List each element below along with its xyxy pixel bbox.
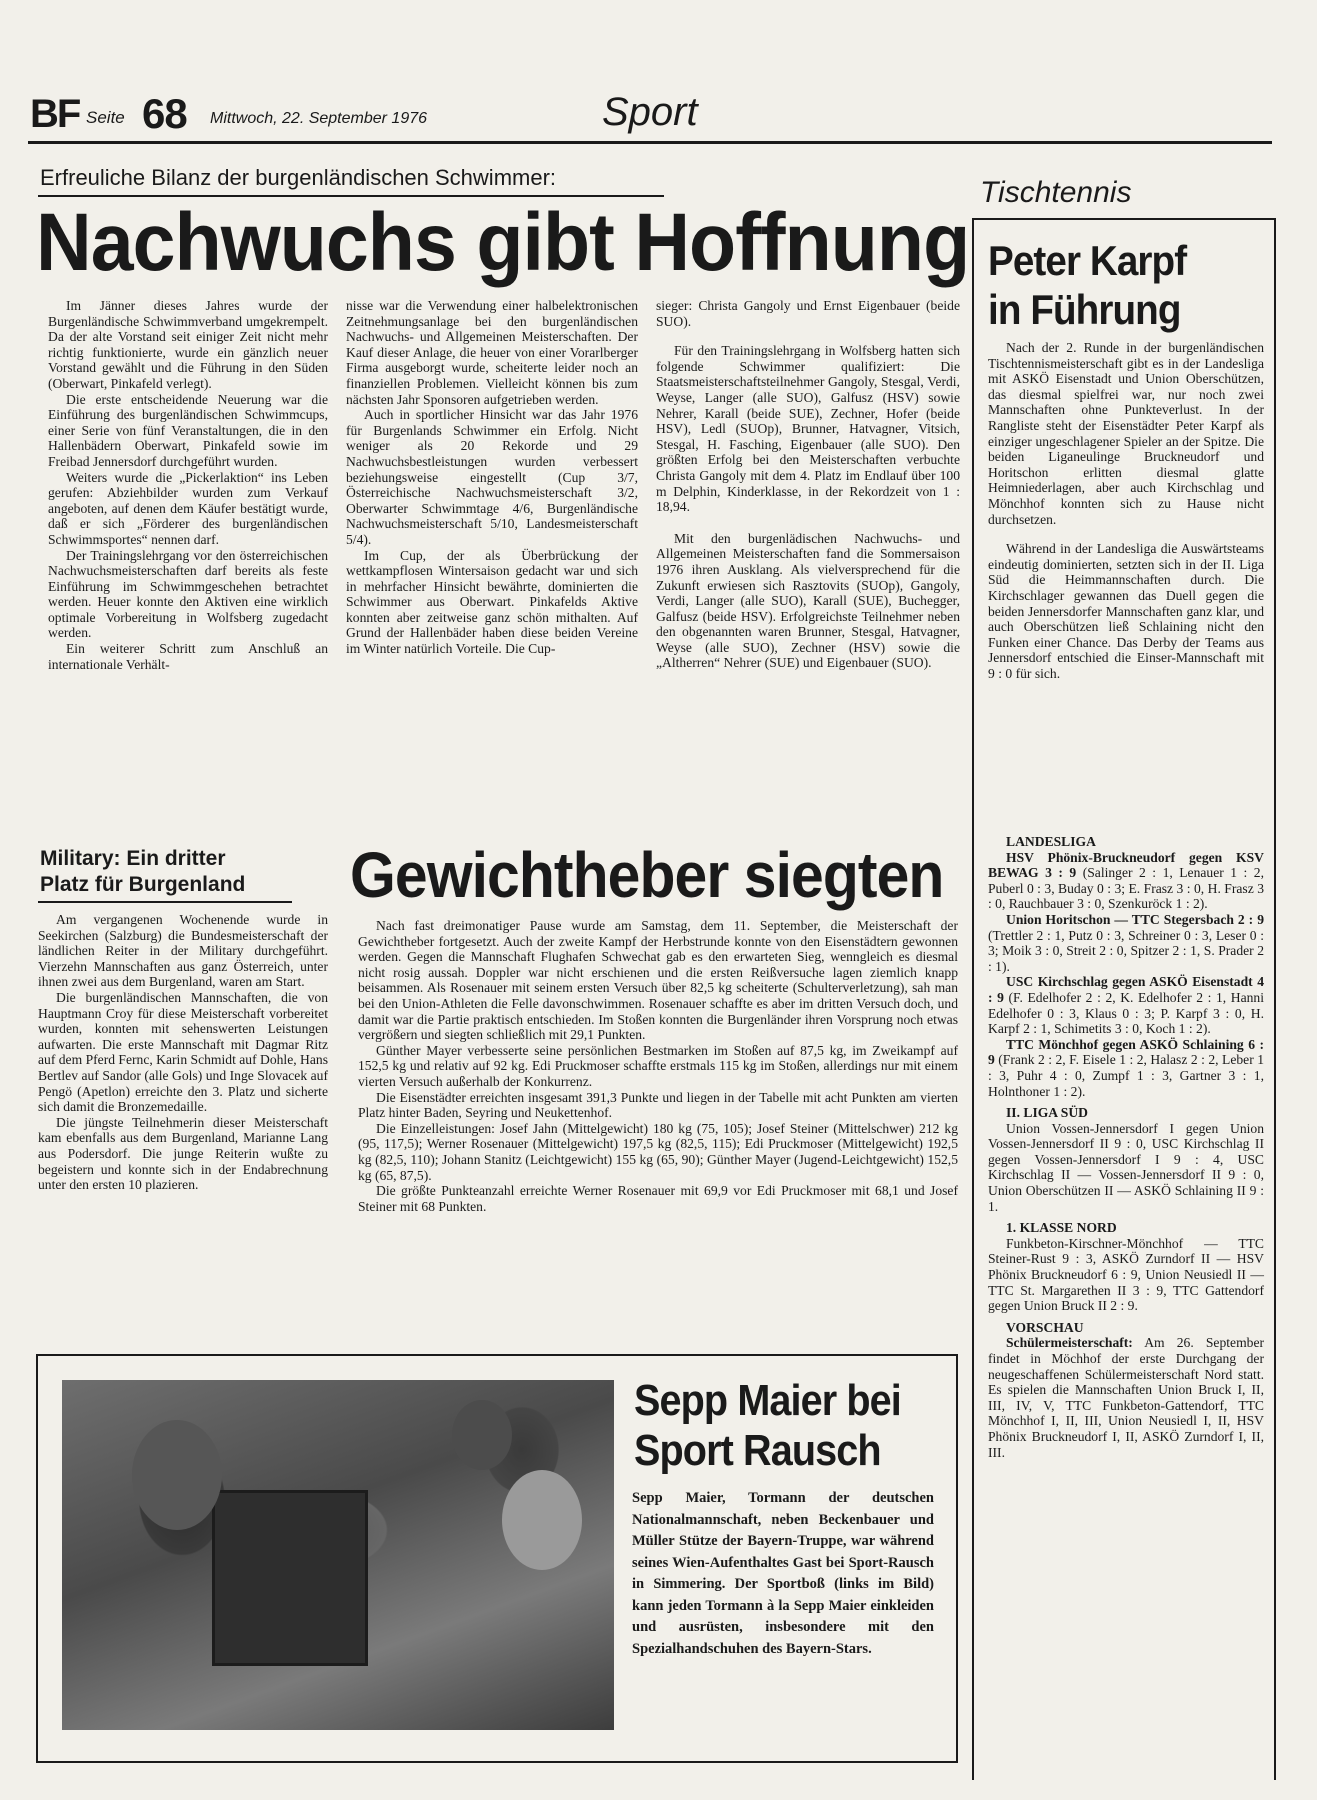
vorschau-text	[988, 1335, 1264, 1460]
main-paragraph: Ein weiterer Schritt zum Anschluß an internationale Verhält-	[48, 641, 328, 672]
liga2-title: II. LIGA SÜD	[1006, 1105, 1088, 1121]
military-headline-line-1: Military: Ein dritter	[40, 847, 226, 870]
weightlifting-body	[358, 918, 958, 1214]
vorschau-lead: Schülermeisterschaft:	[1006, 1335, 1133, 1351]
logo: BF	[30, 92, 80, 136]
weightlifting-paragraph: Die größte Punkteanzahl erreichte Werner Rosenauer mit 69,9 vor Edi Pruckmoser mit 68,1 und Josef Steiner mit 68 Punkten.	[358, 1183, 958, 1214]
page-label: Seite	[86, 108, 125, 127]
military-underline	[38, 901, 292, 903]
main-paragraph: sieger: Christa Gangoly und Ernst Eigenbauer (beide SUO).	[656, 298, 960, 329]
main-paragraph: Weiters wurde die „Pickerlaktion“ ins Leben gerufen: Abziehbilder wurden zum Verkauf angeboten, auf denen dem Käufer bestätigt wurde, daß er sich „Förderer des burgenländischen Schwimmsportes“ nennen darf.	[48, 469, 328, 547]
result-match: TTC Mönchhof gegen ASKÖ Schlaining 6 : 9	[988, 1036, 1264, 1068]
section-title: Sport	[602, 90, 698, 134]
landesliga-title: LANDESLIGA	[1006, 834, 1096, 849]
masthead-rule	[28, 141, 1272, 144]
sepp-maier-headline	[634, 1376, 901, 1476]
tischtennis-paragraph: Während in der Landesliga die Auswärtsteams eindeutig dominierten, setzten sich in der II. Liga Süd die Heimmannschaften durch. Die Kirchschlager gewannen das Duell gegen die beiden Jennersdorfer Mannschaften ganz klar, und auch Oberschützen ließ Schlaining nicht den Funken einer Chance. Das Derby der Teams aus Jennersdorf entschied die Einser-Mannschaft mit 9 : 0 für sich.	[988, 541, 1264, 681]
main-col-2	[346, 298, 638, 657]
vorschau-detail: Am 26. September findet in Möchhof der erste Durchgang der neugeschaffenen Schülermeisterschaft Nord statt. Es spielen die Mannschaften Union Bruck I, II, III, IV, V, TTC Funkbeton-Gattendorf, TTC Mönchhof I, II, III, Union Neusiedl I, II, HSV Phönix Bruckneudorf I, II, ASKÖ Zurndorf I, II, III.	[988, 1335, 1265, 1460]
main-col-1	[48, 298, 328, 672]
tischtennis-headline	[988, 236, 1186, 334]
liga2-results: Union Vossen-Jennersdorf I gegen Union Vossen-Jennersdorf II 9 : 0, USC Kirchschlag II gegen Vossen-Jennersdorf I 9 : 4, USC Kirchschlag II — Vossen-Jennersdorf II 9 : 0, Union Oberschützen II — ASKÖ Schlaining II 9 : 1.	[988, 1120, 1264, 1214]
kicker: Erfreuliche Bilanz der burgenländischen Schwimmer:	[40, 165, 557, 190]
result-item	[988, 1037, 1264, 1099]
result-detail: (F. Edelhofer 2 : 2, K. Edelhofer 2 : 1, Hanni Edelhofer 0 : 3, Klaus 0 : 3; P. Karpf 3 : 0, H. Karpf 2 : 1, Schimetits 3 : 0, Koch 1 : 2).	[988, 989, 1264, 1037]
military-paragraph: Die jüngste Teilnehmerin dieser Meisterschaft kam ebenfalls aus dem Burgenland, Marianne Lang aus Podersdorf. Die junge Reiterin wußte zu begeistern und konnte sich in der Endabrechnung unter den ersten 10 plazieren.	[38, 1114, 328, 1193]
issue-date: Mittwoch, 22. September 1976	[210, 110, 428, 127]
tischtennis-headline-line-1: Peter Karpf	[988, 237, 1187, 284]
main-paragraph: Für den Trainingslehrgang in Wolfsberg hatten sich folgende Schwimmer qualifiziert: Die Staatsmeisterschaftsteilnehmer Gangoly, Stesgal, Verdi, Weyse, Langer (alle SUO), Galfusz (HSV) sowie Nehrer, Karall (beide SUE), Zechner, Hofer (beide HSV), Ledl (SUOp), Brunner, Hatvagner, Vitsich, Stesgal, H. Fasching, Eigenbauer (alle SUO). Den größten Erfolg bei den Meisterschaften verbuchte Christa Gangoly mit dem 4. Platz im Endlauf über 100 m Delphin, Kinderklasse, in der Rekordzeit von 1 : 18,94.	[656, 343, 960, 515]
main-col-3	[656, 298, 960, 671]
main-paragraph: Im Cup, der als Überbrückung der wettkampflosen Wintersaison gedacht war und sich in mehrfacher Hinsicht bewährte, dominierten die Schwimmer aus Oberwart. Pinkafelds Aktive konnten aber zeitweise ganz schön mithalten. Auf Grund der Hallenbäder haben diese beiden Vereine im Winter natürlich Vorteile. Die Cup-	[346, 547, 638, 657]
main-paragraph: Auch in sportlicher Hinsicht war das Jahr 1976 für Burgenlands Schwimmer ein Erfolg. Nicht weniger als 20 Rekorde und 29 Nachwuchsbestleistungen wurden verbessert beziehungsweise eingestellt (Cup 3/7, Österreichische Nachwuchsmeisterschaft 3/2, Oberwarter Schwimmtage 4/6, Burgenländische Nachwuchsmeisterschaft 5/10, Landesmeisterschaft 5/4).	[346, 407, 638, 547]
klasse-title: 1. KLASSE NORD	[1006, 1220, 1117, 1236]
tischtennis-paragraph: Nach der 2. Runde in der burgenländischen Tischtennismeisterschaft gibt es in der Landesliga mit ASKÖ Eisenstadt und Union Oberschützen, das diesmal spielfrei war, nur noch zwei Mannschaften ohne Punkteverlust. In der Rangliste steht der Eisenstädter Peter Karpf als einziger ungeschlagener Spieler an der Spitze. Die beiden Liganeulinge Bruckneudorf und Horitschon erlitten diesmal glatte Heimniederlagen, aber auch Kirchschlag und Mönchhof konnten sich zu Hause nicht durchsetzen.	[988, 340, 1264, 527]
result-detail: (Frank 2 : 2, F. Eisele 1 : 2, Halasz 2 : 2, Leber 1 : 3, Puhr 4 : 0, Zumpf 1 : 3, Gartner 3 : 1, Holnthoner 1 : 2).	[988, 1052, 1265, 1099]
tischtennis-headline-line-2: in Führung	[988, 286, 1181, 333]
tischtennis-body	[988, 340, 1264, 681]
result-match: HSV Phönix-Bruckneudorf gegen KSV BEWAG 3 : 9	[988, 849, 1264, 881]
military-body	[38, 912, 328, 1193]
result-detail: (Trettler 2 : 1, Putz 0 : 3, Schreiner 0 : 3, Leser 0 : 3; Moik 3 : 0, Streit 2 : 0, Spitzer 2 : 1, S. Prader 2 : 1).	[988, 927, 1264, 974]
military-paragraph: Die burgenländischen Mannschaften, die von Hauptmann Croy für diese Meisterschaft vorbereitet wurden, konnten mit sehenswerten Leistungen aufwarten. Die erste Mannschaft mit Dagmar Ritz auf dem Pferd Fernc, Karin Schmidt auf Dohle, Hans Bertlev auf Sandor (alle Gols) und Inge Slovacek auf Pengö (Apetlon) erreichte den 3. Platz und sicherte sich damit die Bronzemedaille.	[38, 989, 328, 1115]
tischtennis-section: Tischtennis	[980, 176, 1132, 209]
page-number: 68	[142, 90, 187, 137]
photo-person-back	[452, 1400, 512, 1470]
main-paragraph: Im Jänner dieses Jahres wurde der Burgenländische Schwimmverband umgekrempelt. Da der alte Vorstand seit einiger Zeit nicht mehr richtig funktionierte, wurde ein gänzlich neuer Vorstand gewählt und die Führung in den Süden (Oberwart, Pinkafeld verlegt).	[48, 298, 328, 391]
result-detail: (Salinger 2 : 1, Lenauer 1 : 2, Puberl 0 : 3, Buday 0 : 3; E. Frasz 3 : 0, H. Frasz 3 : 0, Rauchbauer 3 : 0, Szenkuröck 1 : 2).	[988, 865, 1264, 912]
result-match: USC Kirchschlag gegen ASKÖ Eisenstadt 4 : 9	[988, 974, 1264, 1005]
military-paragraph: Am vergangenen Wochenende wurde in Seekirchen (Salzburg) die Bundesmeisterschaft der ländlichen Reiter in der Military durchgeführt. Vierzehn Mannschaften aus ganz Österreich, unter ihnen zwei aus dem Burgenland, waren am Start.	[38, 912, 328, 990]
main-headline: Nachwuchs gibt Hoffnung	[36, 197, 970, 288]
tischtennis-results	[988, 834, 1264, 1460]
main-paragraph: nisse war die Verwendung einer halbelektronischen Zeitnehmungsanlage bei den burgenländischen Nachwuchs- und Allgemeinen Meisterschaften. Der Kauf dieser Anlage, die heuer von einer Vorarlberger Firma ausgeborgt wurde, scheiterte leider noch an finanziellen Problemen. Vielleicht können bis zum nächsten Jahr Sponsoren aufgetrieben werden.	[346, 298, 638, 407]
result-item	[988, 974, 1264, 1036]
main-paragraph: Die erste entscheidende Neuerung war die Einführung des burgenländischen Schwimmcups, einer Serie von fünf Veranstaltungen, die in den Hallenbädern Oberwart, Pinkafeld sowie im Freibad Jennersdorf durchgeführt wurden.	[48, 391, 328, 469]
sepp-maier-photo	[62, 1380, 614, 1730]
main-paragraph: Der Trainingslehrgang vor den österreichischen Nachwuchsmeisterschaften darf bereits als feste Einführung im Schwimmgeschehen betrachtet werden. Heuer konnte den Aktiven eine wirklich optimale Vorbereitung in Wolfsberg zugedacht werden.	[48, 547, 328, 641]
military-headline-line-2: Platz für Burgenland	[40, 873, 246, 896]
weightlifting-paragraph: Nach fast dreimonatiger Pause wurde am Samstag, dem 11. September, die Meisterschaft der Gewichtheber fortgesetzt. Auch der zweite Kampf der Herbstrunde konnte von den Eisenstädtern gewonnen werden. Gegen die Mannschaft Flughafen Schwechat gab es den erwarteten Sieg, wenngleich es diesmal nicht rosig aussah. Doppler war nicht erschienen und die ersten Reißversuche lagen ziemlich knapp beisammen. Als Rosenauer mit seinem ersten Versuch über 82,5 kg scheiterte (Schulterverletzung), sah man bei den Union-Athleten die Felle davonschwimmen. Rosenauer schaffte es aber im dritten Versuch doch, und damit war die Partie praktisch entschieden. Im Stoßen konnten die Burgenländer ihren Vorsprung noch etwas vergrößern und siegten schließlich mit 29,1 Punkten.	[358, 918, 958, 1043]
weightlifting-paragraph: Die Einzelleistungen: Josef Jahn (Mittelgewicht) 180 kg (75, 105); Josef Steiner (Mittelschwer) 212 kg (95, 117,5); Werner Rosenauer (Mittelgewicht) 197,5 kg (82,5, 115); Edi Pruckmoser (Mittelgewicht) 192,5 kg (82,5, 110); Johann Stanitz (Leichtgewicht) 155 kg (65, 90); Günther Mayer (Jugend-Leichtgewicht) 152,5 kg (65, 87,5).	[358, 1120, 958, 1183]
military-headline	[40, 846, 245, 898]
weightlifting-headline: Gewichtheber siegten	[350, 839, 944, 911]
weightlifting-paragraph: Die Eisenstädter erreichten insgesamt 391,3 Punkte und liegen in der Tabelle mit acht Punkten am vierten Platz hinter Baden, Seyring und Neukettenhof.	[358, 1089, 958, 1121]
photo-display-case	[212, 1490, 368, 1666]
photo-person-left	[132, 1420, 222, 1530]
sepp-maier-headline-line-1: Sepp Maier bei	[634, 1376, 901, 1425]
main-paragraph: Mit den burgenlädischen Nachwuchs- und Allgemeinen Meisterschaften fand die Sommersaison 1976 ihren Ausklang. Als vielversprechend für die Zukunft erwiesen sich Rasztovits (SUOp), Gangoly, Verdi, Langer (alle SUO), Karall (SUE), Buchegger, Galfusz (beide HSV). Erfolgreichste Teilnehmer neben den obgenannten waren Brunner, Stesgal, Hatvagner, Weyse (alle SUO), Zechner (HSV) sowie die „Altherren“ Nehrer (SUE) und Eigenbauer (SUO).	[656, 530, 960, 671]
vorschau-title: VORSCHAU	[1006, 1319, 1084, 1335]
result-item	[988, 850, 1264, 912]
klasse-results: Funkbeton-Kirschner-Mönchhof — TTC Steiner-Rust 9 : 3, ASKÖ Zurndorf II — HSV Phönix Bruckneudorf 6 : 9, Union Neusiedl II — TTC St. Margarethen II 3 : 9, TTC Gattendorf gegen Union Bruck II 2 : 9.	[988, 1235, 1264, 1314]
weightlifting-paragraph: Günther Mayer verbesserte seine persönlichen Bestmarken im Stoßen auf 87,5 kg, im Zweikampf auf 152,5 kg und relativ auf 92 kg. Edi Pruckmoser schaffte erstmals 115 kg im Stoßen, allerdings nur mit einem vierten Versuch außerhalb der Konkurrenz.	[358, 1042, 958, 1089]
result-item	[988, 912, 1264, 974]
photo-person-right	[502, 1470, 582, 1570]
result-match: Union Horitschon — TTC Stegersbach 2 : 9	[1006, 911, 1264, 927]
sepp-maier-text: Sepp Maier, Tormann der deutschen Nationalmannschaft, neben Beckenbauer und Müller Stütze der Bayern-Truppe, war während seines Wien-Aufenthaltes Gast bei Sport-Rausch in Simmering. Der Sportboß (links im Bild) kann jeden Tormann à la Sepp Maier einkleiden und ausrüsten, insbesondere mit den Spezialhandschuhen des Bayern-Stars.	[632, 1490, 934, 1657]
sepp-maier-headline-line-2: Sport Rausch	[634, 1426, 881, 1475]
